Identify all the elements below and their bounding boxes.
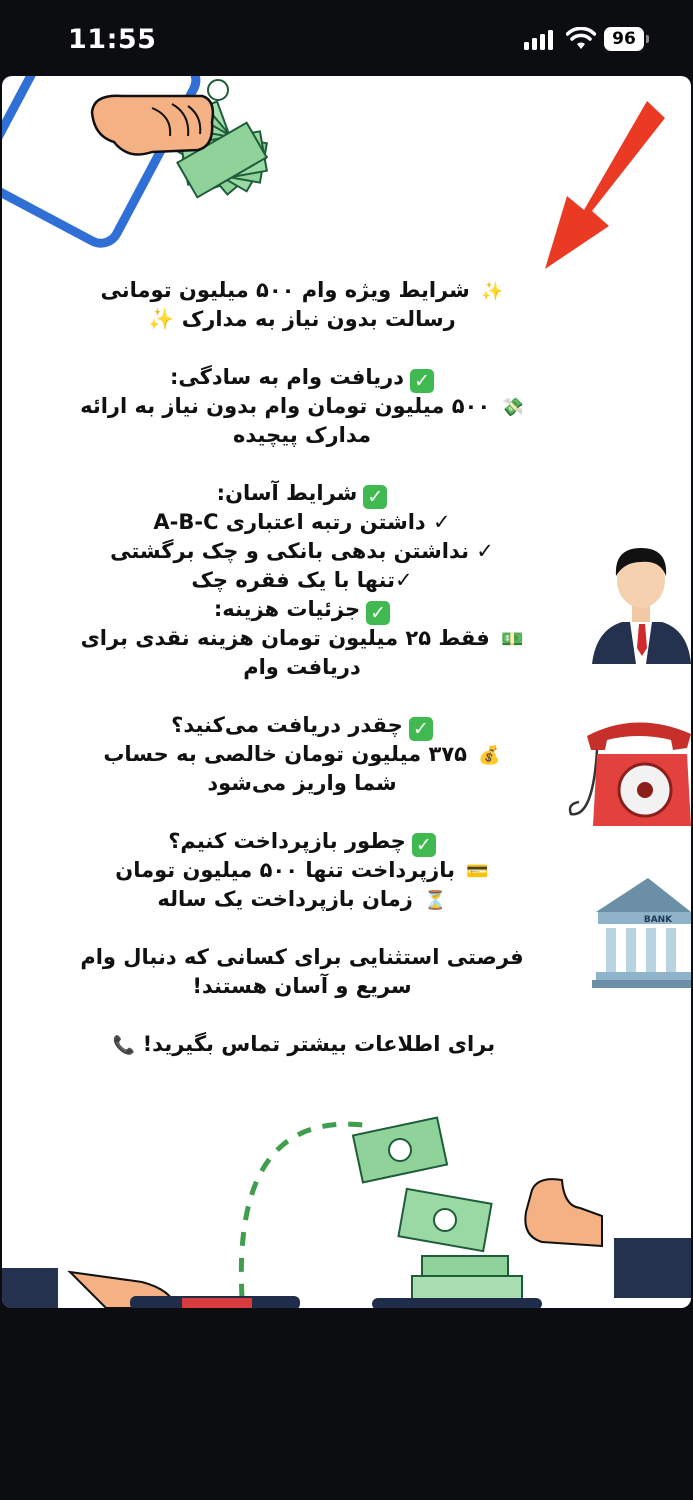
credit-card-icon: 💳	[466, 861, 489, 882]
check-mark-icon: ✓	[412, 833, 436, 857]
loan-line: مدارک پیچیده	[233, 423, 371, 447]
check-mark-icon: ✓	[410, 369, 434, 393]
section-heading-repay: ✓چطور بازپرداخت کنیم؟	[42, 827, 562, 856]
check-mark-icon: ✓	[409, 717, 433, 741]
businessman-illustration	[590, 538, 691, 668]
cost-line: دریافت وام	[243, 655, 361, 679]
bank-building-illustration	[592, 872, 691, 988]
post-title-line: ✨ شرایط ویژه وام ۵۰۰ میلیون تومانی	[42, 276, 562, 305]
check-mark-icon: ✓	[363, 485, 387, 509]
repay-line: 💳 بازپرداخت تنها ۵۰۰ میلیون تومان	[42, 856, 562, 885]
closing-line: سریع و آسان هستند!	[192, 974, 412, 998]
repay-line: ⏳ زمان بازپرداخت یک ساله	[42, 885, 562, 914]
section-heading-loan: ✓دریافت وام به سادگی:	[42, 363, 562, 392]
money-wings-icon: 💸	[501, 397, 524, 418]
red-arrow-icon	[537, 96, 677, 276]
check-mark-icon: ✓	[366, 601, 390, 625]
terms-item: ✓ نداشتن بدهی بانکی و چک برگشتی	[110, 539, 494, 563]
hourglass-icon: ⏳	[424, 890, 447, 911]
money-bag-icon: 💰	[478, 745, 501, 766]
section-heading-terms: ✓شرایط آسان:	[42, 479, 562, 508]
wifi-icon	[566, 27, 596, 51]
battery-indicator	[604, 27, 650, 51]
loan-line: 💸 ۵۰۰ میلیون تومان وام بدون نیاز به ارائه	[42, 392, 562, 421]
money-transfer-illustration	[2, 1086, 691, 1308]
money-from-phone-illustration	[2, 76, 322, 266]
section-heading-receive: ✓چقدر دریافت می‌کنید؟	[42, 711, 562, 740]
sparkles-icon: ✨	[481, 281, 504, 302]
post-image-card[interactable]	[2, 76, 691, 1308]
status-time: 11:55	[68, 24, 157, 55]
telephone-illustration	[567, 714, 691, 826]
dollar-banknote-icon: 💵	[501, 629, 524, 650]
status-bar	[0, 0, 693, 78]
cost-line: 💵 فقط ۲۵ میلیون تومان هزینه نقدی برای	[42, 624, 562, 653]
battery-tip	[646, 35, 649, 43]
credit-grade: A-B-C	[153, 510, 219, 534]
post-title-line: رسالت بدون نیاز به مدارک ✨	[148, 307, 456, 331]
section-heading-cost: ✓جزئیات هزینه:	[42, 595, 562, 624]
contact-line: برای اطلاعات بیشتر تماس بگیرید! 📞	[42, 1030, 562, 1059]
receive-line: 💰 ۳۷۵ میلیون تومان خالصی به حساب	[42, 740, 562, 769]
terms-item: ✓ داشتن رتبه اعتباری A-B-C	[153, 510, 451, 534]
phone-receiver-icon: 📞	[112, 1035, 136, 1056]
post-text-block	[42, 276, 562, 1059]
receive-line: شما واریز می‌شود	[207, 771, 397, 795]
bank-sign-text: BANK	[643, 915, 673, 925]
closing-line: فرصتی استثنایی برای کسانی که دنبال وام	[80, 945, 524, 969]
battery-level: 96	[604, 27, 644, 51]
terms-item: ✓تنها با یک فقره چک	[191, 568, 413, 592]
cellular-signal-icon	[524, 30, 558, 50]
